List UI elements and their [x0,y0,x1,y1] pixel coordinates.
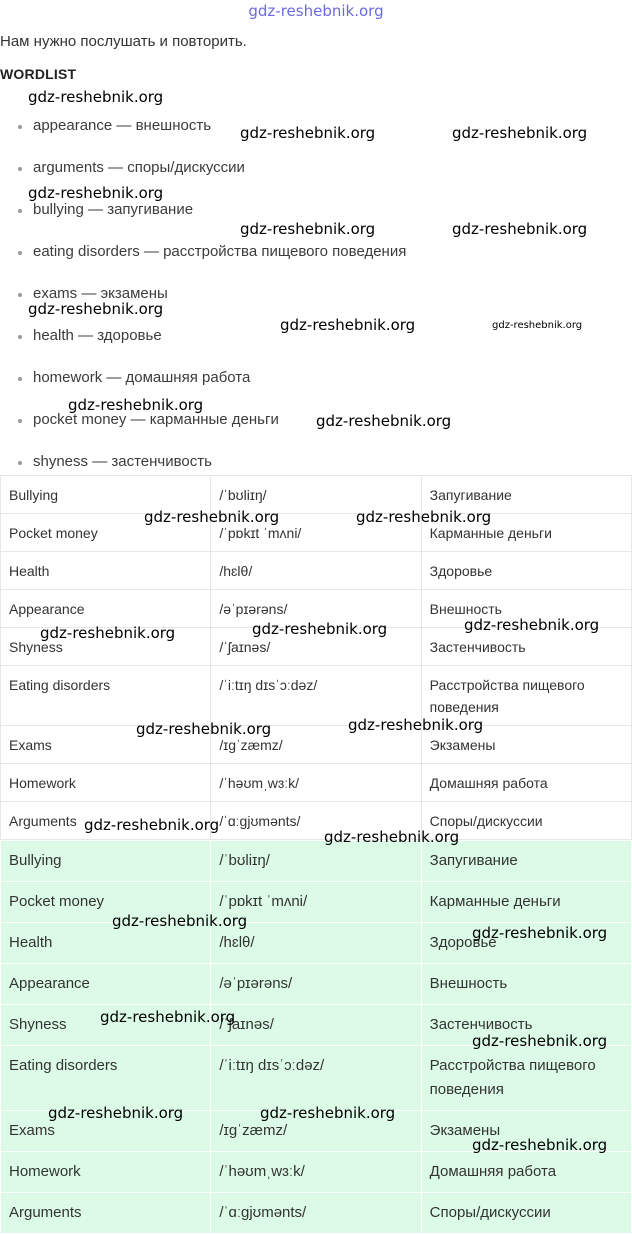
watermark: gdz-reshebnik.org [492,320,583,331]
word-cell: Bullying [1,476,211,514]
table-row [1,841,632,882]
word-cell: Pocket money [1,882,211,923]
table-row [1,1152,632,1193]
list-item: bullying — запугивание [0,200,632,242]
watermark: gdz-reshebnik.org [112,912,248,930]
watermark: gdz-reshebnik.org [240,220,376,238]
table-row [1,964,632,1005]
table-row [1,666,632,726]
ipa-cell: /ˈiːtɪŋ dɪsˈɔːdəz/ [211,1046,421,1111]
translation-cell: Запугивание [421,841,631,882]
table-row [1,1005,632,1046]
translation-cell: Экзамены [421,1111,631,1152]
translation-cell: Запугивание [421,476,631,514]
watermark: gdz-reshebnik.org [316,412,452,430]
ipa-cell: /ˈɑːgjʊmənts/ [211,1193,421,1234]
watermark: gdz-reshebnik.org [68,396,204,414]
ipa-cell: /ˈʃaɪnəs/ [211,628,421,666]
word-cell: Health [1,923,211,964]
watermark: gdz-reshebnik.org [356,508,492,526]
intro-text: Нам нужно послушать и повторить. [0,33,247,50]
ipa-cell: /hɛlθ/ [211,923,421,964]
translation-cell: Расстройства пищевого поведения [421,1046,631,1111]
ipa-cell: /əˈpɪərəns/ [211,590,421,628]
ipa-cell: /ˈhəʊmˌwɜːk/ [211,764,421,802]
list-item: appearance — внешность [0,116,632,158]
list-item: health — здоровье [0,326,632,368]
word-cell: Bullying [1,841,211,882]
translation-cell: Карманные деньги [421,882,631,923]
translation-cell: Застенчивость [421,1005,631,1046]
watermark: gdz-reshebnik.org [28,184,164,202]
watermark: gdz-reshebnik.org [136,720,272,738]
table-row [1,476,632,514]
ipa-cell: /ɪgˈzæmz/ [211,1111,421,1152]
word-cell: Eating disorders [1,666,211,726]
ipa-cell: /əˈpɪərəns/ [211,964,421,1005]
watermark: gdz-reshebnik.org [348,716,484,734]
translation-cell: Внешность [421,964,631,1005]
ipa-cell: /ɪgˈzæmz/ [211,726,421,764]
table-row [1,882,632,923]
watermark: gdz-reshebnik.org [472,1032,608,1050]
list-item: pocket money — карманные деньги [0,410,632,452]
ipa-cell: /ˈbʊliɪŋ/ [211,841,421,882]
watermark: gdz-reshebnik.org [144,508,280,526]
table-row [1,628,632,666]
word-cell: Exams [1,1111,211,1152]
word-cell: Eating disorders [1,1046,211,1111]
watermark: gdz-reshebnik.org [100,1008,236,1026]
ipa-cell: /ˈhəʊmˌwɜːk/ [211,1152,421,1193]
watermark: gdz-reshebnik.org [28,300,164,318]
ipa-cell: /ˈpɒkɪt ˈmʌni/ [211,882,421,923]
ipa-cell: /ˈbʊliɪŋ/ [211,476,421,514]
site-header-link[interactable]: gdz-reshebnik.org [248,2,384,20]
watermark: gdz-reshebnik.org [280,316,416,334]
translation-cell: Внешность [421,590,631,628]
table-row [1,1193,632,1234]
list-item: shyness — застенчивость [0,452,632,494]
word-cell: Arguments [1,1193,211,1234]
table-row [1,514,632,552]
watermark: gdz-reshebnik.org [472,1136,608,1154]
word-cell: Shyness [1,628,211,666]
translation-cell: Застенчивость [421,628,631,666]
table-row [1,552,632,590]
wordlist [0,116,632,494]
translation-cell: Домашняя работа [421,1152,631,1193]
watermark: gdz-reshebnik.org [48,1104,184,1122]
word-cell: Pocket money [1,514,211,552]
watermark: gdz-reshebnik.org [324,828,460,846]
watermark: gdz-reshebnik.org [260,1104,396,1122]
vocab-table-green [0,840,632,1234]
table-row [1,1111,632,1152]
ipa-cell: /ˈpɒkɪt ˈmʌni/ [211,514,421,552]
ipa-cell: /ˈʃaɪnəs/ [211,1005,421,1046]
list-item: exams — экзамены [0,284,632,326]
translation-cell: Здоровье [421,923,631,964]
watermark: gdz-reshebnik.org [240,124,376,142]
watermark: gdz-reshebnik.org [84,816,220,834]
watermark: gdz-reshebnik.org [40,624,176,642]
wordlist-heading: WORDLIST [0,66,77,82]
ipa-cell: /ˈɑːgjʊmənts/ [211,802,421,840]
translation-cell: Споры/дискуссии [421,1193,631,1234]
word-cell: Health [1,552,211,590]
table-row [1,764,632,802]
watermark: gdz-reshebnik.org [28,88,164,106]
table-row [1,590,632,628]
watermark: gdz-reshebnik.org [252,620,388,638]
watermark: gdz-reshebnik.org [452,220,588,238]
watermark: gdz-reshebnik.org [464,616,600,634]
word-cell: Arguments [1,802,211,840]
list-item: eating disorders — расстройства пищевого поведения [0,242,632,284]
table-row [1,1046,632,1111]
translation-cell: Домашняя работа [421,764,631,802]
watermark: gdz-reshebnik.org [472,924,608,942]
word-cell: Homework [1,1152,211,1193]
list-item: homework — домашняя работа [0,368,632,410]
table-row [1,923,632,964]
translation-cell: Здоровье [421,552,631,590]
word-cell: Exams [1,726,211,764]
vocab-table-white [0,475,632,840]
list-item: arguments — споры/дискуссии [0,158,632,200]
ipa-cell: /ˈiːtɪŋ dɪsˈɔːdəz/ [211,666,421,726]
word-cell: Appearance [1,964,211,1005]
word-cell: Homework [1,764,211,802]
translation-cell: Споры/дискуссии [421,802,631,840]
table-row [1,802,632,840]
translation-cell: Карманные деньги [421,514,631,552]
word-cell: Shyness [1,1005,211,1046]
translation-cell: Экзамены [421,726,631,764]
translation-cell: Расстройства пищевого поведения [421,666,631,726]
table-row [1,726,632,764]
ipa-cell: /hɛlθ/ [211,552,421,590]
watermark: gdz-reshebnik.org [452,124,588,142]
word-cell: Appearance [1,590,211,628]
